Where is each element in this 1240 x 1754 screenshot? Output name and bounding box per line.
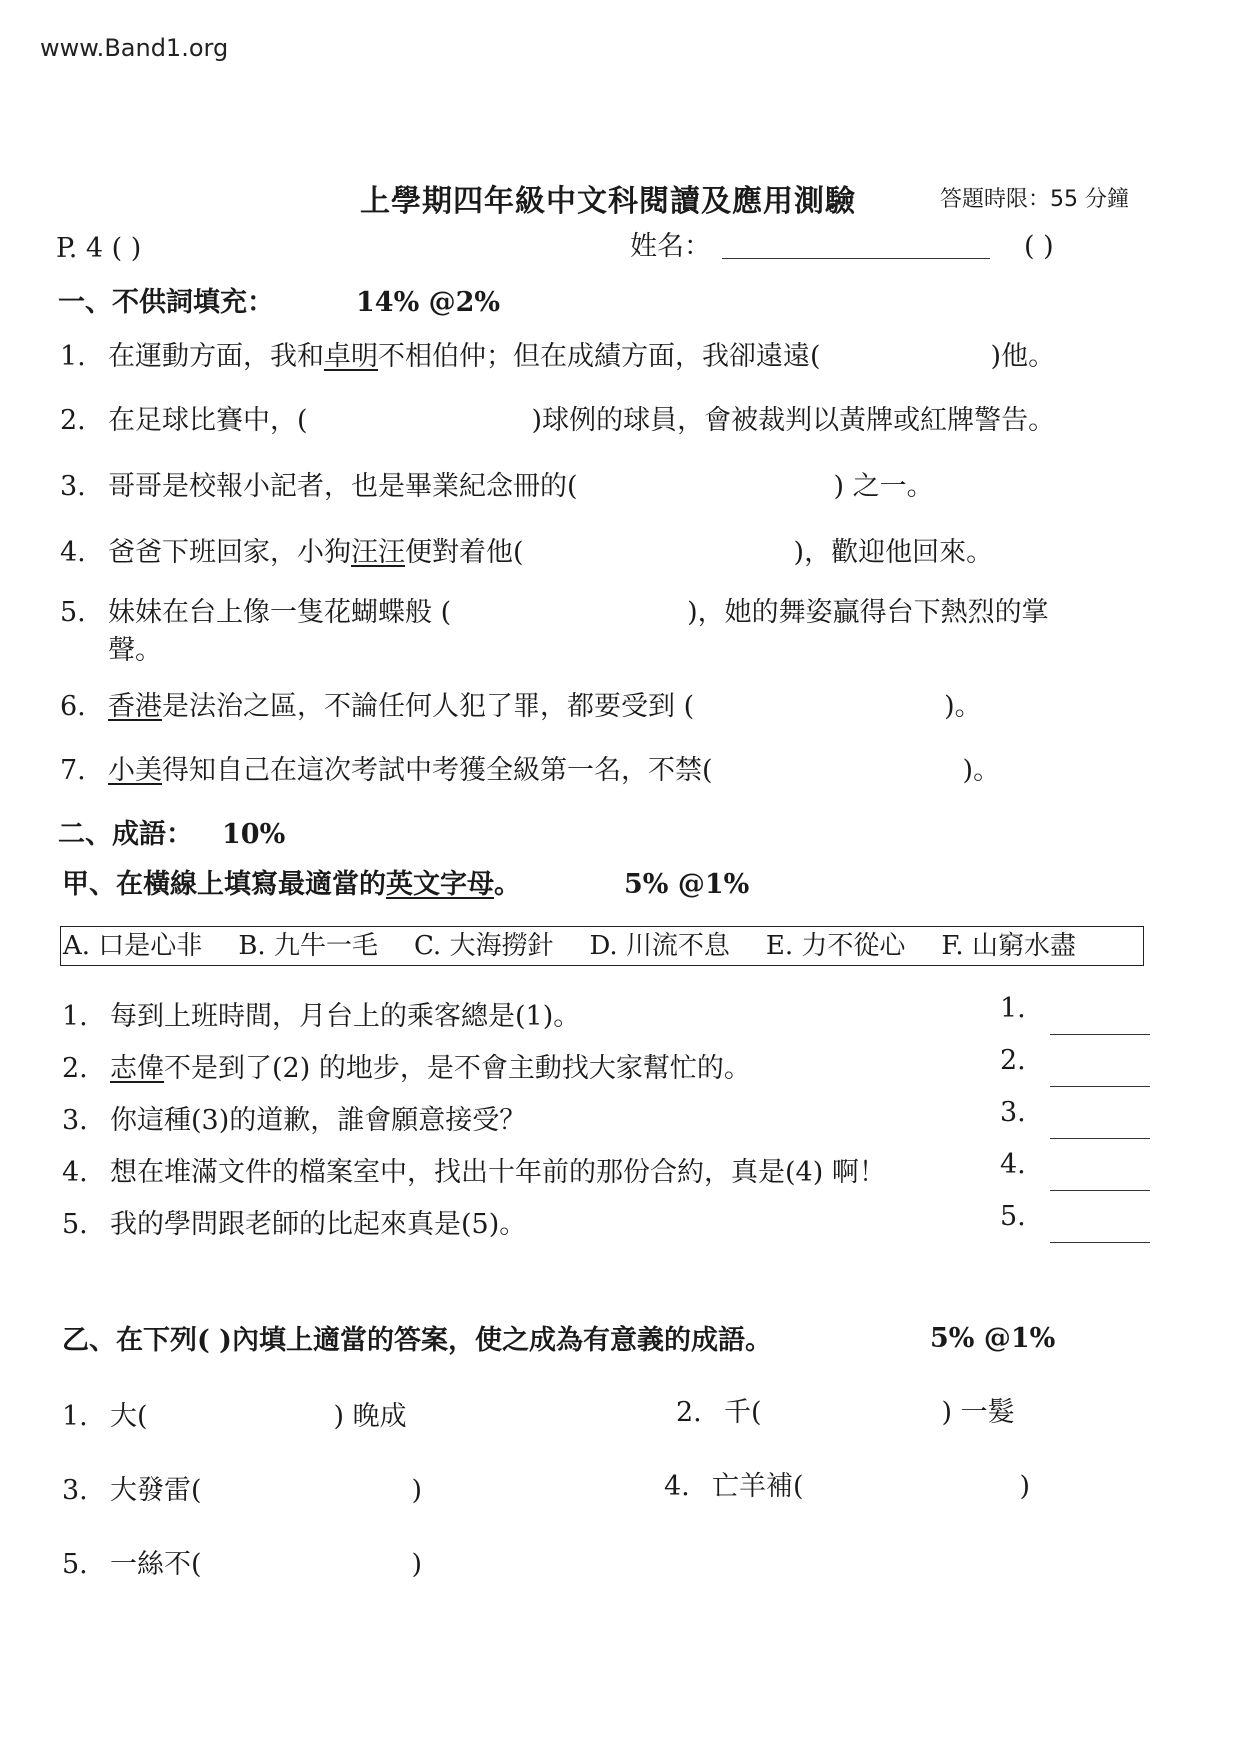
question-text: 每到上班時間，月台上的乘客總是(1)。 [110, 1001, 581, 1032]
question-text: 哥哥是校報小記者，也是畢業紀念冊的( [108, 471, 578, 502]
idiom-part: 千( [724, 1397, 762, 1428]
s1-question-6 [60, 690, 982, 724]
answer-label: 1. [1000, 993, 1026, 1024]
question-number: 5. [62, 1549, 88, 1580]
question-text: )。 [962, 755, 1001, 786]
proper-noun: 汪汪 [351, 537, 405, 568]
answer-line[interactable] [1050, 1138, 1150, 1139]
question-text: 是法治之區，不論任何人犯了罪，都要受到 ( [162, 691, 695, 722]
idiom-part: 大發雷( [110, 1475, 202, 1506]
s2b-item-4 [664, 1470, 1030, 1504]
s1-question-5 [60, 596, 1049, 630]
question-number: 5. [62, 1209, 88, 1240]
s1-question-4 [60, 536, 993, 570]
idiom-part: ) [1019, 1471, 1031, 1502]
question-number: 7. [60, 755, 86, 786]
name-label: 姓名： [630, 231, 711, 262]
idiom-option: C. 大海撈針 [413, 931, 554, 961]
answer-line[interactable] [1050, 1034, 1150, 1035]
idiom-option: D. 川流不息 [589, 931, 730, 961]
part-b-score: 5% @1% [930, 1323, 1056, 1354]
proper-noun: 小美 [108, 755, 162, 786]
s2a-question-5 [62, 1208, 526, 1242]
page-title: 上學期四年級中文科閱讀及應用測驗 [360, 184, 856, 219]
question-number: 3. [62, 1105, 88, 1136]
question-number: 2. [676, 1397, 702, 1428]
idiom-part: ) 晚成 [333, 1401, 407, 1432]
s1-question-7 [60, 754, 1000, 788]
section2-score: 10% [222, 819, 286, 850]
idiom-part: ) [411, 1549, 423, 1580]
question-number: 4. [664, 1471, 690, 1502]
question-number: 2. [62, 1053, 88, 1084]
idiom-part: 大( [110, 1401, 148, 1432]
heading-text: 。 [494, 869, 521, 900]
idiom-option: F. 山窮水盡 [941, 931, 1076, 961]
section1-heading: 一、不供詞填充： [58, 287, 274, 318]
idiom-options-box [60, 926, 1144, 966]
question-text: 得知自己在這次考試中考獲全級第一名，不禁( [162, 755, 713, 786]
part-a-heading [62, 868, 521, 902]
s2a-question-2 [62, 1052, 751, 1086]
question-number: 4. [60, 537, 86, 568]
answer-label: 4. [1000, 1149, 1026, 1180]
s2b-item-3 [62, 1474, 422, 1508]
question-text: 在足球比賽中，( [108, 405, 308, 436]
question-text: 我的學問跟老師的比起來真是(5)。 [110, 1209, 527, 1240]
s2b-item-2 [676, 1396, 1015, 1430]
question-text: 妹妹在台上像一隻花蝴蝶般 ( [108, 597, 452, 628]
class-label: P. 4 ( ) [56, 233, 142, 264]
idiom-part: 亡羊補( [712, 1471, 804, 1502]
question-text: ) 之一。 [833, 471, 934, 502]
s2b-item-1 [62, 1400, 407, 1434]
idiom-option: A. 口是心非 [63, 931, 203, 961]
s2a-question-4 [62, 1156, 886, 1190]
part-b-heading: 乙、在下列( )內填上適當的答案，使之成為有意義的成語。 [62, 1325, 772, 1356]
website-url: www.Band1.org [40, 34, 229, 62]
question-number: 5. [60, 597, 86, 628]
question-text: 不是到了(2) 的地步，是不會主動找大家幫忙的。 [164, 1053, 751, 1084]
answer-label: 3. [1000, 1097, 1026, 1128]
section2-heading: 二、成語： [58, 819, 193, 850]
seat-number-paren: ( ) [1024, 231, 1054, 262]
answer-line[interactable] [1050, 1190, 1150, 1191]
question-number: 3. [60, 471, 86, 502]
question-text: 在運動方面，我和 [108, 341, 324, 372]
time-limit: 答題時限：55 分鐘 [940, 187, 1129, 212]
idiom-option: B. 九牛一毛 [238, 931, 378, 961]
name-field[interactable] [722, 258, 990, 259]
heading-text: 甲、在橫線上填寫最適當的 [62, 869, 386, 900]
question-text: )，她的舞姿贏得台下熱烈的掌 [687, 597, 1049, 628]
answer-line[interactable] [1050, 1086, 1150, 1087]
question-number: 1. [62, 1401, 88, 1432]
part-a-score: 5% @1% [624, 869, 750, 900]
question-text: )球例的球員，會被裁判以黃牌或紅牌警告。 [531, 405, 1056, 436]
answer-label: 5. [1000, 1201, 1026, 1232]
question-number: 4. [62, 1157, 88, 1188]
s1-question-5-continued: 聲。 [108, 635, 162, 666]
idiom-option: E. 力不從心 [765, 931, 906, 961]
s2b-item-5 [62, 1548, 422, 1582]
question-text: 不相伯仲；但在成績方面，我卻遠遠( [378, 341, 821, 372]
question-text: )，歡迎他回來。 [793, 537, 994, 568]
proper-noun: 香港 [108, 691, 162, 722]
s1-question-1 [60, 340, 1055, 374]
question-text: 便對着他( [405, 537, 524, 568]
question-text: )。 [944, 691, 982, 722]
question-text: 想在堆滿文件的檔案室中，找出十年前的那份合約，真是(4) 啊！ [110, 1157, 886, 1188]
proper-noun: 志偉 [110, 1053, 164, 1084]
s1-question-2 [60, 404, 1055, 438]
question-text: 爸爸下班回家，小狗 [108, 537, 351, 568]
question-number: 1. [62, 1001, 88, 1032]
idiom-part: 一絲不( [110, 1549, 202, 1580]
question-number: 1. [60, 341, 86, 372]
question-text: 你這種(3)的道歉，誰會願意接受？ [110, 1105, 527, 1136]
question-number: 6. [60, 691, 86, 722]
s1-question-3 [60, 470, 934, 504]
answer-line[interactable] [1050, 1242, 1150, 1243]
idiom-part: ) [411, 1475, 423, 1506]
question-number: 2. [60, 405, 86, 436]
question-number: 3. [62, 1475, 88, 1506]
answer-label: 2. [1000, 1045, 1026, 1076]
idiom-part: ) 一髮 [941, 1397, 1015, 1428]
question-text: )他。 [990, 341, 1056, 372]
section1-score: 14% @2% [356, 287, 501, 318]
s2a-question-1 [62, 1000, 580, 1034]
heading-emphasis: 英文字母 [386, 869, 494, 900]
s2a-question-3 [62, 1104, 526, 1138]
proper-noun: 卓明 [324, 341, 378, 372]
